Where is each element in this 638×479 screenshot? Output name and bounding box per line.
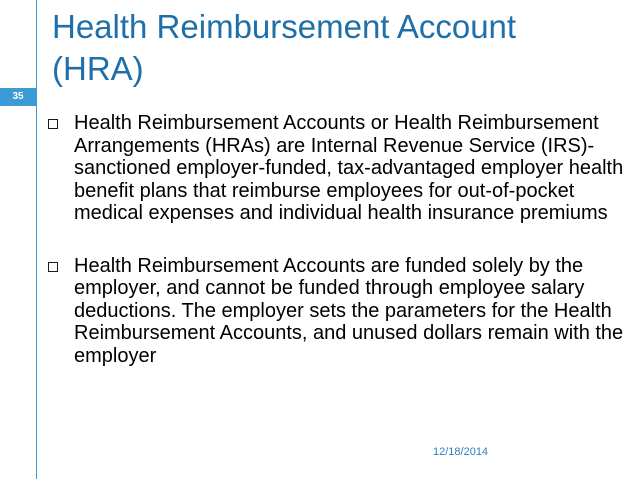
bullet-list <box>44 112 624 367</box>
bullet-item <box>44 255 624 368</box>
slide-title-line-1: Health Reimbursement Account <box>52 8 517 45</box>
square-bullet-icon <box>48 119 58 129</box>
left-accent-rule <box>36 0 37 479</box>
bullet-item <box>44 112 624 225</box>
slide-date: 12/18/2014 <box>433 446 489 458</box>
slide-number-badge: 35 <box>0 88 36 106</box>
slide-title-line-2: (HRA) <box>52 50 144 87</box>
square-bullet-icon <box>48 262 58 272</box>
bullet-text: Health Reimbursement Accounts or Health Reimbursement Arrangements (HRAs) are Internal Revenue Service (IRS)-sanctioned employer-funded, tax-advantaged employer health benefit plans that reimburse employees for out-of-pocket medical expenses and individual health insurance premiums <box>74 112 624 224</box>
slide-title <box>52 6 612 90</box>
bullet-text: Health Reimbursement Accounts are funded solely by the employer, and cannot be funded through employee salary deductions. The employer sets the parameters for the Health Reimbursement Accounts, and unused dollars remain with the employer <box>74 254 624 367</box>
